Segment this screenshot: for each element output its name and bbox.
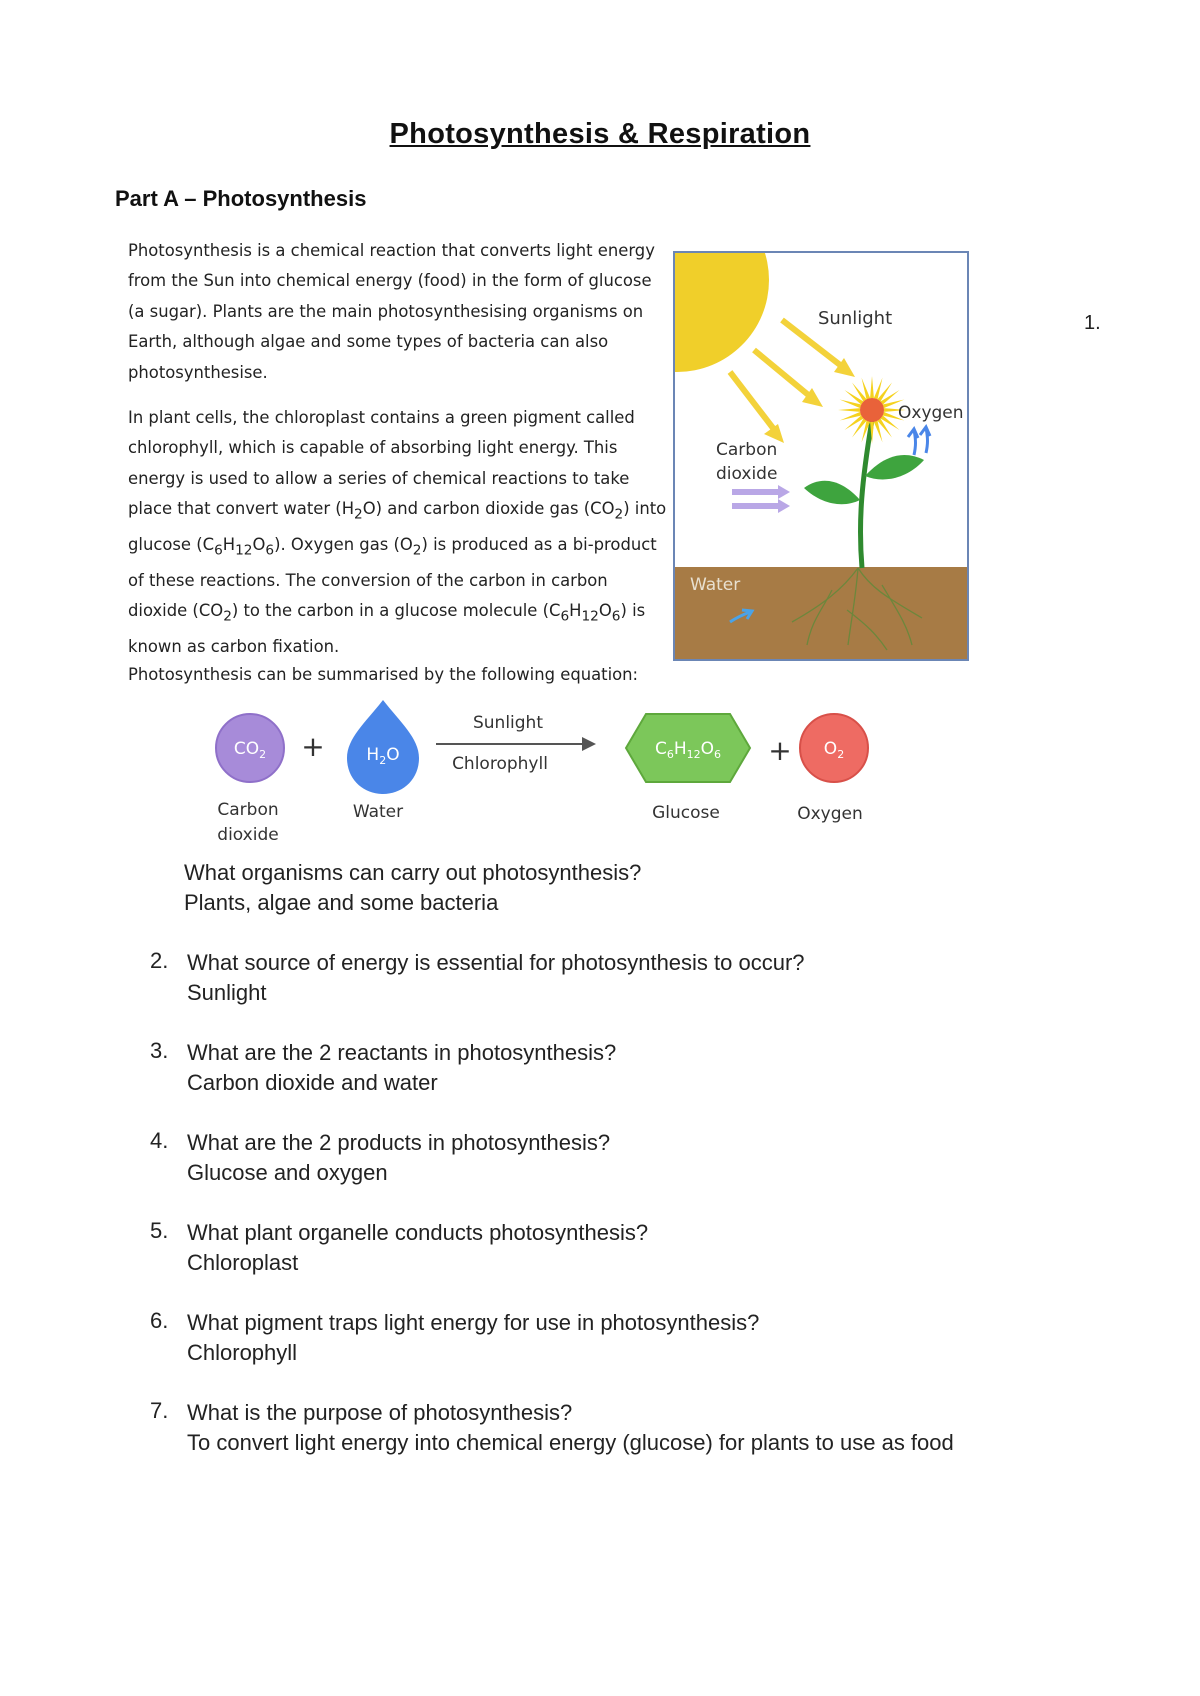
question-item: [150, 1038, 1110, 1098]
intro-paragraph-3: [128, 660, 668, 690]
question-item: [150, 1218, 1110, 1278]
answer-text: To convert light energy into chemical energy (glucose) for plants to use as food: [187, 1430, 954, 1455]
question-number: 7.: [150, 1398, 169, 1423]
question-text: What are the 2 products in photosynthesis?: [187, 1130, 611, 1155]
label-water: Water: [352, 802, 404, 822]
label-carbon-dioxide-line1: Carbon: [217, 800, 279, 820]
question-number: 5.: [150, 1218, 169, 1243]
photosynthesis-diagram: [672, 250, 972, 665]
carbon-dioxide-formula: $CO_2$: [233, 739, 267, 761]
sunlight-label: Sunlight: [818, 308, 893, 329]
question-item: [150, 1398, 1110, 1458]
question-text: What pigment traps light energy for use in photosynthesis?: [187, 1310, 760, 1335]
arrow-condition-sunlight: Sunlight: [472, 713, 544, 733]
label-oxygen: Oxygen: [797, 804, 863, 824]
answer-text: Chloroplast: [187, 1250, 299, 1275]
question-list: [150, 858, 1110, 1458]
question-item: [150, 1128, 1110, 1188]
carbon-dioxide-label-line2: dioxide: [716, 464, 778, 484]
label-glucose: Glucose: [652, 803, 720, 823]
question-text: What is the purpose of photosynthesis?: [187, 1400, 573, 1425]
equation-intro-text: Photosynthesis can be summarised by the following equation:: [128, 665, 639, 684]
answer-text: Glucose and oxygen: [187, 1160, 388, 1185]
arrow-condition-chlorophyll: Chlorophyll: [452, 754, 548, 774]
oxygen-formula: $O_2$: [823, 739, 845, 761]
water-label: Water: [690, 575, 741, 595]
question-number: 2.: [150, 948, 169, 973]
part-a-heading: Part A – Photosynthesis: [115, 186, 367, 211]
answer-text: Plants, algae and some bacteria: [184, 890, 499, 915]
answer-text: Chlorophyll: [187, 1340, 298, 1365]
question-item: [150, 1308, 1110, 1368]
question-number: 3.: [150, 1038, 169, 1063]
answer-text: Carbon dioxide and water: [187, 1070, 438, 1095]
plus-sign-2: +: [768, 734, 792, 767]
intro-text-2: In plant cells, the chloroplast contains a green pigment called chlorophyll, which is capable of absorbing light energy. This energy is used to allow a series of chemical reactions to take place that convert water $(H_2O)$ and carbon dioxide gas $(CO_2)$ into glucose $(C_6H_{12}O_6)$. Oxygen gas $(O_2)$ is produced as a bi-product of these reactions. The conversion of the carbon in carbon dioxide $(CO_2)$ to the carbon in a glucose molecule $(C_6H_{12}O_6)$ is known as carbon fixation.: [128, 408, 667, 656]
water-drop-icon: [347, 700, 419, 794]
label-carbon-dioxide-line2: dioxide: [217, 825, 279, 845]
intro-text-1: Photosynthesis is a chemical reaction that converts light energy from the Sun into chemical energy (food) in the form of glucose (a sugar). Plants are the main photosynthesising organisms on Earth, although algae and some types of bacteria can also photosynthesise.: [128, 241, 655, 382]
answer-text: Sunlight: [187, 980, 267, 1005]
intro-paragraph-1: [128, 236, 668, 388]
question-number: 6.: [150, 1308, 169, 1333]
photosynthesis-equation: [200, 700, 880, 848]
question-text: What plant organelle conducts photosynthesis?: [187, 1220, 649, 1245]
question-1-number: 1.: [1084, 312, 1101, 334]
question-number: 4.: [150, 1128, 169, 1153]
question-text: What are the 2 reactants in photosynthesis?: [187, 1040, 617, 1065]
question-item: [150, 948, 1110, 1008]
intro-paragraph-2: [128, 403, 668, 662]
question-item: [147, 858, 1110, 918]
carbon-dioxide-label-line1: Carbon: [716, 440, 778, 460]
water-formula: $H_2O$: [366, 745, 400, 767]
plus-sign-1: +: [301, 730, 325, 763]
question-text: What source of energy is essential for photosynthesis to occur?: [187, 950, 805, 975]
question-text: What organisms can carry out photosynthesis?: [184, 860, 642, 885]
oxygen-label: Oxygen: [898, 403, 964, 423]
glucose-formula: $C_6H_{12}O_6$: [654, 739, 722, 761]
page-title: Photosynthesis & Respiration: [389, 118, 811, 150]
reaction-arrow-icon: [436, 737, 596, 751]
